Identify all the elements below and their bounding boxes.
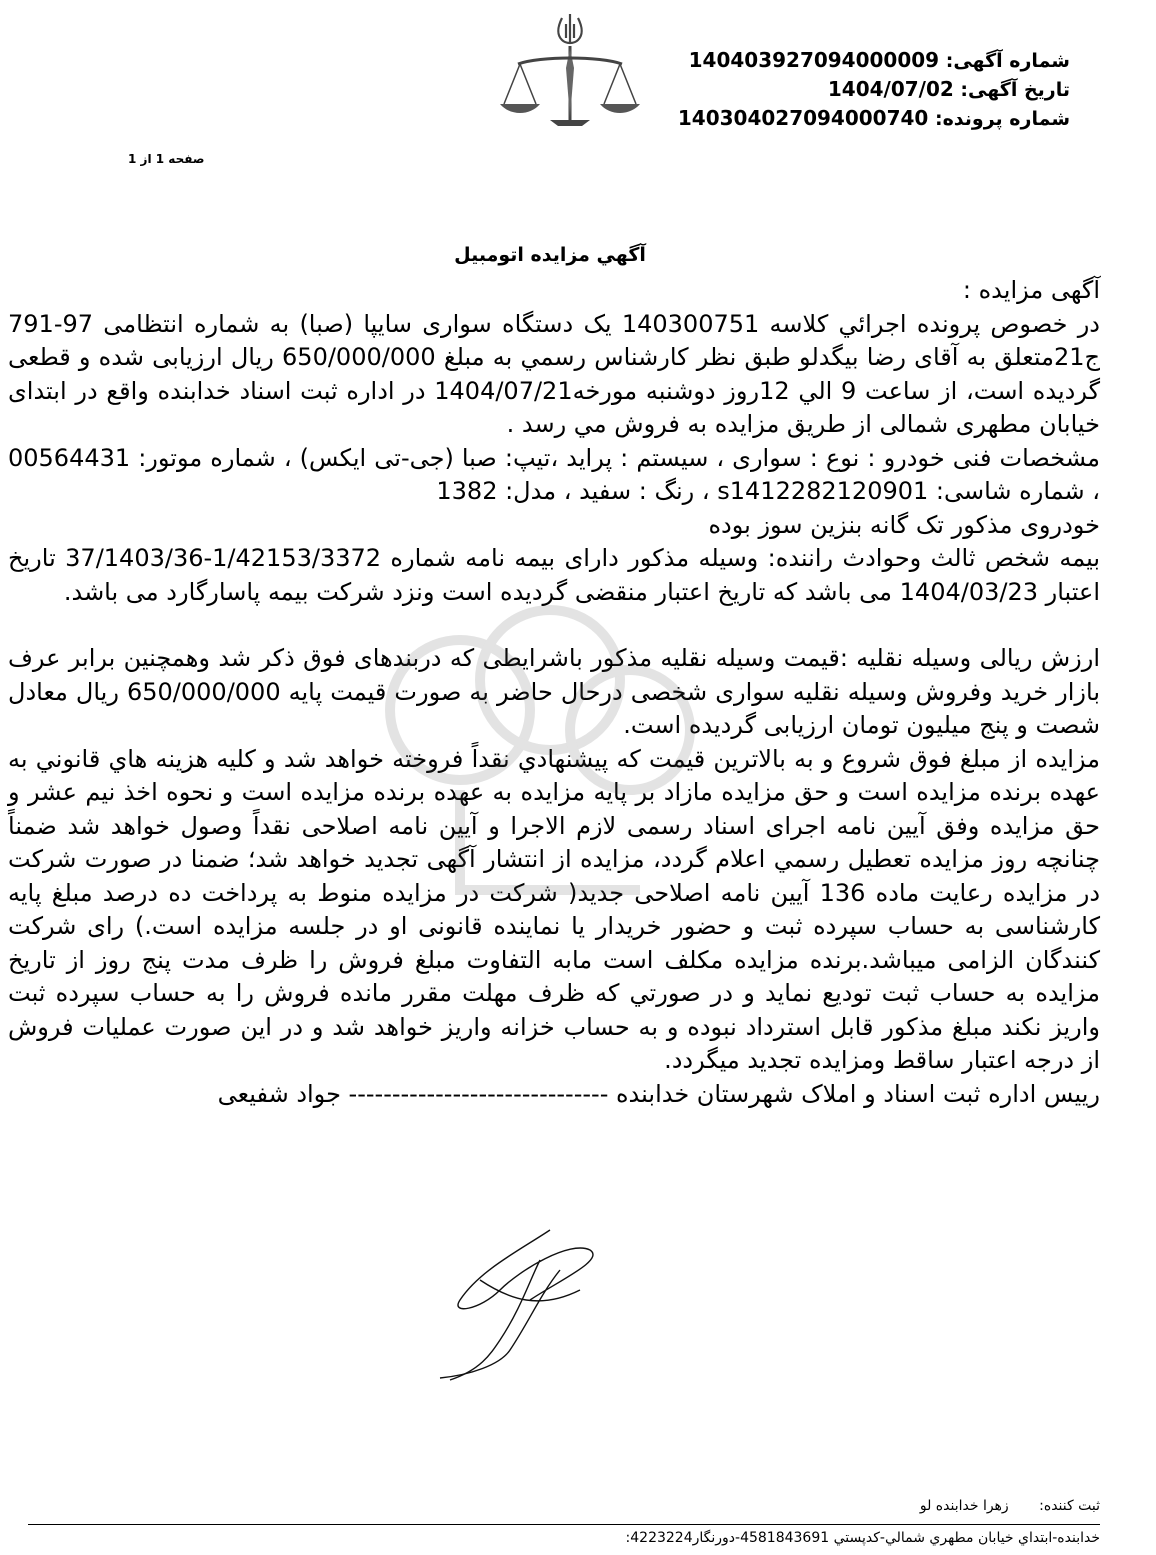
notice-meta xyxy=(677,46,1070,133)
scales-of-justice-icon xyxy=(470,8,670,198)
handwritten-signature xyxy=(420,1220,620,1390)
office-address: خدابنده-ابتداي خيابان مطهري شمالي-کدپستي 4581843691-دورنگار4223224: xyxy=(625,1530,1100,1546)
registrar-label: ثبت کننده: xyxy=(1039,1498,1100,1514)
notice-date-label: تاریخ آگهی: xyxy=(960,79,1070,101)
registrar-name: زهرا خدابنده لو xyxy=(919,1498,1009,1514)
auction-paragraph: در خصوص پرونده اجرائي کلاسه 140300751 یک دستگاه سواری سایپا (صبا) به شماره انتظامی 97-791 ج21متعلق به آقای رضا بیگدلو طبق نظر کارشناس رسمي به مبلغ 650/000/000 ریال ارزیابی شده و قطعی گردیده است، از ساعت 9 الي 12روز دوشنبه مورخه1404/07/21 در اداره ثبت اسناد خدابنده واقع در ابتدای خیابان مطهری شمالی از طریق مزایده به فروش مي رسد . xyxy=(8,309,1101,438)
page-number: صفحه 1 از 1 xyxy=(128,152,205,166)
judiciary-logo xyxy=(470,8,670,198)
signature-icon xyxy=(420,1220,620,1390)
watermark xyxy=(310,590,790,920)
file-number-row xyxy=(677,104,1070,133)
notice-date: 1404/07/02 xyxy=(827,77,954,101)
insurance-paragraph: بیمه شخص ثالث وحوادث راننده: وسیله مذکور دارای بیمه نامه شماره 1/42153/3372-37/1403/36 تاریخ اعتبار 1404/03/23 می باشد که تاریخ اعتبار منقضی گردیده است ونزد شرکت بیمه پاسارگارد می باشد. xyxy=(8,544,1100,606)
notice-number-row xyxy=(690,46,1070,75)
file-number-label: شماره پرونده: xyxy=(934,108,1070,130)
document-title: آگهي مزایده اتومبیل xyxy=(454,244,646,266)
auction-terms-paragraph: مزایده از مبلغ فوق شروع و به بالاترین قیمت که پیشنهادي نقداً فروخته خواهد شد و کلیه هزینه هاي قانوني به عهده برنده مزایده است و حق مزایده مازاد بر پایه مزایده به عهده برنده مزایده است و نحوه اخذ نیم عشر و حق مزایده وفق آیین نامه اجرای اسناد رسمی لازم الاجرا و آیین نامه اصلاحی نقداً وصول خواهد شد ضمناً چنانچه روز مزایده تعطیل رسمي اعلام گردد، مزایده از انتشار آگهی تجدید خواهد شد؛ ضمنا در صورت شرکت در مزایده رعایت ماده 136 آیین نامه اصلاحی جدید( شرکت در مزایده منوط به پرداخت ده درصد مبلغ پایه کارشناسی به حساب سپرده ثبت و حضور خریدار یا نماینده قانونی او در جلسه مزایده است.) رای شرکت کنندگان الزامی میباشد.برنده مزایده مکلف است مابه التفاوت مبلغ فروش را ظرف مدت پنج روز از تاریخ مزایده به حساب ثبت تودیع نماید و در صورتي که ظرف مهلت مقرر مانده فروش را به حساب سپرده ثبت واریز نکند مبلغ مذکور قابل استرداد نبوده و به حساب خزانه واریز خواهد شد و در این صورت عملیات فروش از درجه اعتبار ساقط ومزایده تجدید میگردد. xyxy=(8,744,1101,1074)
notice-number-label: شماره آگهی: xyxy=(945,50,1070,72)
fuel-type-paragraph: خودروی مذکور تک گانه بنزین سوز بوده xyxy=(708,510,1100,539)
notice-number: 140403927094000009 xyxy=(688,48,940,72)
valuation-paragraph: ارزش ریالی وسیله نقلیه :قیمت وسیله نقلیه مذکور باشرایطی که دربندهای فوق ذکر شد وهمچنین برابر عرف بازار خرید وفروش وسیله نقلیه سواری شخصی درحال حاضر به صورت قیمت پایه 650/000/000 ریال معادل شصت و پنج میلیون تومان ارزیابی گردیده است. xyxy=(8,644,1100,739)
registrar-line xyxy=(920,1498,1100,1514)
signatory-line: رییس اداره ثبت اسناد و املاک شهرستان خدابنده ------------------------------ جواد شفیعی xyxy=(217,1079,1100,1108)
vehicle-specs-paragraph: مشخصات فنی خودرو : نوع : سواری ، سیستم : پراید ،تیپ: صبا (جی-تی ایکس) ، شماره موتور: 00564431 ، شماره شاسی: s1412282120901 ، رنگ : سفید ، مدل: 1382 xyxy=(8,443,1100,505)
footer-divider xyxy=(28,1524,1100,1525)
notice-date-row xyxy=(690,75,1070,104)
watermark-flower-icon xyxy=(310,590,790,920)
file-number: 14030402709400074‌0 xyxy=(677,106,929,130)
intro-heading: آگهی مزایده : xyxy=(962,276,1100,304)
